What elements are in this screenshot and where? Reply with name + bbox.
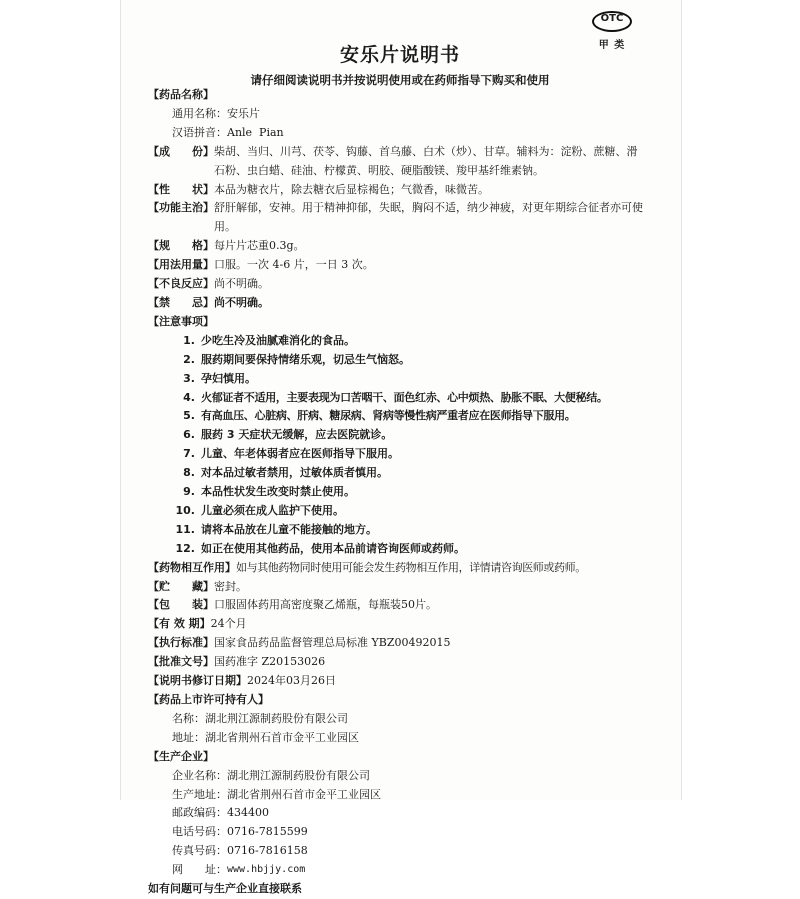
manufacturer-website-value: www.hbjjy.com bbox=[227, 864, 306, 876]
precautions-list bbox=[148, 332, 648, 559]
storage-label: 【贮 藏】 bbox=[148, 579, 214, 593]
list-item-text: 本品性状发生改变时禁止使用。 bbox=[201, 485, 355, 499]
list-item bbox=[148, 521, 648, 540]
properties-value: 本品为糖衣片，除去糖衣后显棕褐色；气微香，味微苦。 bbox=[214, 182, 489, 196]
mah-name-label: 名称： bbox=[172, 711, 205, 725]
validity-row bbox=[148, 615, 648, 634]
contraindications-value: 尚不明确。 bbox=[214, 295, 269, 309]
list-item-number: 8. bbox=[183, 466, 195, 480]
pinyin-row bbox=[148, 124, 648, 143]
revision-value: 2024年03月26日 bbox=[247, 674, 336, 688]
list-item-text: 儿童必须在成人监护下使用。 bbox=[201, 503, 344, 517]
list-item bbox=[148, 389, 648, 408]
manufacturer-fax-row bbox=[148, 842, 648, 861]
footer-note: 如有问题可与生产企业直接联系 bbox=[148, 882, 302, 896]
approval-row bbox=[148, 653, 648, 672]
dosage-value: 口服。一次 4-6 片，一日 3 次。 bbox=[214, 258, 374, 272]
indications-value: 舒肝解郁，安神。用于精神抑郁，失眠，胸闷不适，纳少神疲，对更年期综合征者亦可使用。 bbox=[214, 201, 643, 234]
list-item-number: 5. bbox=[183, 409, 195, 423]
revision-label: 【说明书修订日期】 bbox=[148, 674, 247, 688]
list-item-number: 3. bbox=[183, 371, 195, 385]
properties-row bbox=[148, 181, 648, 200]
list-item-text: 对本品过敏者禁用，过敏体质者慎用。 bbox=[201, 466, 388, 480]
list-item bbox=[148, 426, 648, 445]
list-item-text: 少吃生冷及油腻难消化的食品。 bbox=[201, 333, 355, 347]
common-name-value: 安乐片 bbox=[227, 106, 260, 120]
mah-name-value: 湖北荆江源制药股份有限公司 bbox=[205, 711, 348, 725]
properties-label: 【性 状】 bbox=[148, 182, 214, 196]
list-item-number: 4. bbox=[183, 390, 195, 404]
adverse-value: 尚不明确。 bbox=[214, 277, 269, 291]
manufacturer-company-row bbox=[148, 767, 648, 786]
ingredients-value: 柴胡、当归、川芎、茯苓、钩藤、首乌藤、白术（炒）、甘草。辅料为：淀粉、蔗糖、滑石粉、虫白蜡、硅油、柠檬黄、明胶、硬脂酸镁、羧甲基纤维素钠。 bbox=[214, 144, 638, 177]
ingredients-label: 【成 份】 bbox=[148, 144, 214, 158]
package-label: 【包 装】 bbox=[148, 598, 214, 612]
manufacturer-website-label: 网 址： bbox=[172, 863, 227, 877]
ingredients-row bbox=[148, 143, 648, 181]
list-item bbox=[148, 464, 648, 483]
standard-row bbox=[148, 634, 648, 653]
manufacturer-tel-row bbox=[148, 823, 648, 842]
list-item-number: 10. bbox=[175, 503, 195, 517]
indications-row bbox=[148, 199, 648, 237]
list-item-number: 1. bbox=[183, 333, 195, 347]
otc-class: 甲 类 bbox=[598, 40, 626, 51]
dosage-label: 【用法用量】 bbox=[148, 258, 214, 272]
list-item-text: 服药 3 天症状无缓解，应去医院就诊。 bbox=[201, 428, 393, 442]
drug-name-heading: 【药品名称】 bbox=[148, 88, 214, 101]
interactions-label: 【药物相互作用】 bbox=[148, 560, 236, 574]
manufacturer-company-value: 湖北荆江源制药股份有限公司 bbox=[227, 768, 370, 782]
revision-row bbox=[148, 672, 648, 691]
manufacturer-heading: 【生产企业】 bbox=[148, 749, 214, 763]
package-value: 口服固体药用高密度聚乙烯瓶，每瓶装50片。 bbox=[214, 598, 437, 612]
approval-value: 国药准字 Z20153026 bbox=[214, 655, 326, 669]
dosage-row bbox=[148, 256, 648, 275]
list-item-text: 请将本品放在儿童不能接触的地方。 bbox=[201, 522, 377, 536]
contraindications-row bbox=[148, 294, 648, 313]
specification-label: 【规 格】 bbox=[148, 239, 214, 253]
list-item-text: 如正在使用其他药品，使用本品前请咨询医师或药师。 bbox=[201, 541, 465, 555]
standard-value: 国家食品药品监督管理总局标准 YBZ00492015 bbox=[214, 636, 451, 650]
pinyin-value: Anle Pian bbox=[227, 125, 284, 139]
list-item-number: 2. bbox=[183, 352, 195, 366]
list-item-text: 孕妇慎用。 bbox=[201, 371, 256, 385]
list-item-text: 火郁证者不适用，主要表现为口苦咽干、面色红赤、心中烦热、胁胀不眠、大便秘结。 bbox=[201, 390, 608, 404]
leaflet-content bbox=[148, 86, 648, 899]
validity-label: 【有 效 期】 bbox=[148, 617, 211, 631]
storage-row bbox=[148, 578, 648, 597]
specification-row bbox=[148, 237, 648, 256]
page-subtitle: 请仔细阅读说明书并按说明使用或在药师指导下购买和使用 bbox=[250, 73, 550, 87]
list-item bbox=[148, 540, 648, 559]
list-item-text: 儿童、年老体弱者应在医师指导下服用。 bbox=[201, 447, 399, 461]
common-name-row bbox=[148, 105, 648, 124]
adverse-row bbox=[148, 275, 648, 294]
interactions-value: 如与其他药物同时使用可能会发生药物相互作用，详情请咨询医师或药师。 bbox=[236, 560, 586, 574]
pinyin-label: 汉语拼音： bbox=[172, 125, 227, 139]
list-item bbox=[148, 370, 648, 389]
adverse-label: 【不良反应】 bbox=[148, 277, 214, 291]
list-item-number: 9. bbox=[183, 485, 195, 499]
approval-label: 【批准文号】 bbox=[148, 655, 214, 669]
manufacturer-zip-value: 434400 bbox=[227, 806, 269, 820]
storage-value: 密封。 bbox=[214, 579, 247, 593]
manufacturer-address-value: 湖北省荆州石首市金平工业园区 bbox=[227, 787, 381, 801]
list-item bbox=[148, 407, 648, 426]
contraindications-label: 【禁 忌】 bbox=[148, 295, 214, 309]
list-item-number: 11. bbox=[175, 522, 195, 536]
list-item bbox=[148, 502, 648, 521]
manufacturer-address-label: 生产地址： bbox=[172, 787, 227, 801]
mah-heading: 【药品上市许可持有人】 bbox=[148, 693, 269, 706]
list-item-number: 6. bbox=[183, 428, 195, 442]
list-item-number: 7. bbox=[183, 447, 195, 461]
mah-name-row bbox=[148, 710, 648, 729]
page-title: 安乐片说明书 bbox=[339, 44, 460, 66]
list-item bbox=[148, 483, 648, 502]
manufacturer-zip-label: 邮政编码： bbox=[172, 806, 227, 820]
manufacturer-fax-label: 传真号码： bbox=[172, 844, 227, 858]
common-name-label: 通用名称： bbox=[172, 106, 227, 120]
manufacturer-tel-value: 0716-7815599 bbox=[227, 825, 308, 839]
list-item-number: 12. bbox=[175, 541, 195, 555]
list-item-text: 服药期间要保持情绪乐观，切忌生气恼怒。 bbox=[201, 352, 410, 366]
manufacturer-fax-value: 0716-7816158 bbox=[227, 844, 308, 858]
mah-address-row bbox=[148, 729, 648, 748]
interactions-row bbox=[148, 559, 648, 578]
manufacturer-website-row bbox=[148, 861, 648, 880]
precautions-heading: 【注意事项】 bbox=[148, 314, 214, 328]
list-item bbox=[148, 351, 648, 370]
mah-address-label: 地址： bbox=[172, 730, 205, 744]
manufacturer-company-label: 企业名称： bbox=[172, 768, 227, 782]
package-row bbox=[148, 596, 648, 615]
specification-value: 每片片芯重0.3g。 bbox=[214, 239, 305, 253]
validity-value: 24个月 bbox=[210, 617, 247, 631]
manufacturer-zip-row bbox=[148, 804, 648, 823]
list-item bbox=[148, 445, 648, 464]
otc-badge: OTC bbox=[592, 11, 632, 32]
manufacturer-tel-label: 电话号码： bbox=[172, 825, 227, 839]
list-item-text: 有高血压、心脏病、肝病、糖尿病、肾病等慢性病严重者应在医师指导下服用。 bbox=[201, 409, 576, 423]
mah-address-value: 湖北省荆州石首市金平工业园区 bbox=[205, 730, 359, 744]
standard-label: 【执行标准】 bbox=[148, 636, 214, 650]
list-item bbox=[148, 332, 648, 351]
indications-label: 【功能主治】 bbox=[148, 201, 214, 215]
manufacturer-address-row bbox=[148, 786, 648, 805]
